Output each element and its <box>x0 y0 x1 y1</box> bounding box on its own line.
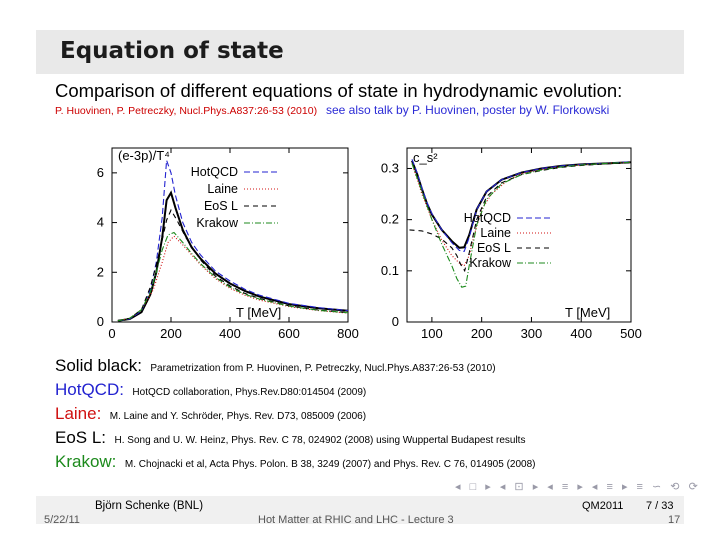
attribution-laine <box>55 404 366 424</box>
footer-conference: QM2011 <box>582 500 624 512</box>
attribution-solid-black <box>55 356 496 376</box>
reference-citation: P. Huovinen, P. Petreczky, Nucl.Phys.A837:26-53 (2010) <box>55 105 318 117</box>
footer-page-number: 7 / 33 <box>646 500 674 512</box>
x-tick-label: 200 <box>470 326 493 340</box>
y-tick-label: 0.2 <box>380 211 399 227</box>
x-tick-label: 400 <box>570 326 593 340</box>
y-tick-label: 0 <box>391 314 399 329</box>
attribution-citation: M. Chojnacki et al, Acta Phys. Polon. B 38, 3249 (2007) and Phys. Rev. C 76, 014905 (2008) <box>124 459 536 470</box>
series-line-eos-l <box>410 163 632 271</box>
y-tick-label: 2 <box>96 264 104 280</box>
legend-label: EoS L <box>203 199 238 213</box>
x-axis-label: T [MeV] <box>565 305 611 320</box>
interaction-measure-plot <box>70 140 370 340</box>
attribution-krakow <box>55 452 536 472</box>
attribution-citation: M. Laine and Y. Schröder, Phys. Rev. D73, 085009 (2006) <box>109 411 367 422</box>
attribution-hotqcd <box>55 380 366 400</box>
attribution-label: HotQCD: <box>55 380 124 399</box>
x-tick-label: 500 <box>620 326 642 340</box>
x-tick-label: 600 <box>278 326 300 340</box>
series-line-krakow <box>412 162 631 287</box>
x-axis-label: T [MeV] <box>236 305 282 320</box>
attribution-citation: HotQCD collaboration, Phys.Rev.D80:014504 (2009) <box>132 387 367 398</box>
slide-heading: Comparison of different equations of state in hydrodynamic evolution: <box>55 80 623 101</box>
y-tick-label: 0.3 <box>380 160 399 176</box>
y-axis-label: (e-3p)/T⁴ <box>118 148 170 163</box>
y-tick-label: 0 <box>96 314 104 329</box>
y-axis-label: c_s² <box>413 150 438 165</box>
sound-speed-plot <box>365 140 665 340</box>
attribution-label: Krakow: <box>55 452 117 471</box>
footer-author: Björn Schenke (BNL) <box>95 500 204 512</box>
attribution-label: Solid black: <box>55 356 142 375</box>
beamer-navigation-icons[interactable]: ◂ □ ▸ ◂ ⊡ ▸ ◂ ≡ ▸ ◂ ≡ ▸ ≡ ∽ ⟲ ⟳ <box>455 481 701 493</box>
x-tick-label: 100 <box>421 326 443 340</box>
legend-label: Laine <box>480 226 511 240</box>
legend-label: EoS L <box>476 241 511 255</box>
footer-ghost-talk-title: Hot Matter at RHIC and LHC - Lecture 3 <box>258 514 454 526</box>
attribution-citation: H. Song and U. W. Heinz, Phys. Rev. C 78, 024902 (2008) using Wuppertal Budapest results <box>114 435 526 446</box>
y-tick-label: 6 <box>96 164 104 180</box>
legend-label: Krakow <box>469 256 511 270</box>
reference-line <box>55 103 609 117</box>
footer-ghost-date: 5/22/11 <box>44 514 80 526</box>
attribution-label: Laine: <box>55 404 102 423</box>
x-tick-label: 800 <box>337 326 359 340</box>
attribution-eos-l <box>55 428 525 448</box>
y-tick-label: 4 <box>96 214 104 230</box>
series-line-solid-black <box>412 161 631 248</box>
x-tick-label: 400 <box>219 326 241 340</box>
see-also-note: see also talk by P. Huovinen, poster by W. Florkowski <box>326 103 610 117</box>
x-tick-label: 200 <box>160 326 182 340</box>
attribution-citation: Parametrization from P. Huovinen, P. Petreczky, Nucl.Phys.A837:26-53 (2010) <box>150 363 496 374</box>
legend-label: Laine <box>207 182 238 196</box>
legend-label: HotQCD <box>463 211 511 225</box>
legend-label: Krakow <box>196 216 238 230</box>
x-tick-label: 300 <box>520 326 543 340</box>
y-tick-label: 0.1 <box>380 262 399 278</box>
frame-title: Equation of state <box>60 38 284 64</box>
x-tick-label: 0 <box>108 326 116 340</box>
attribution-label: EoS L: <box>55 428 107 447</box>
legend-label: HotQCD <box>190 165 238 179</box>
footer-ghost-page: 17 <box>668 514 681 526</box>
